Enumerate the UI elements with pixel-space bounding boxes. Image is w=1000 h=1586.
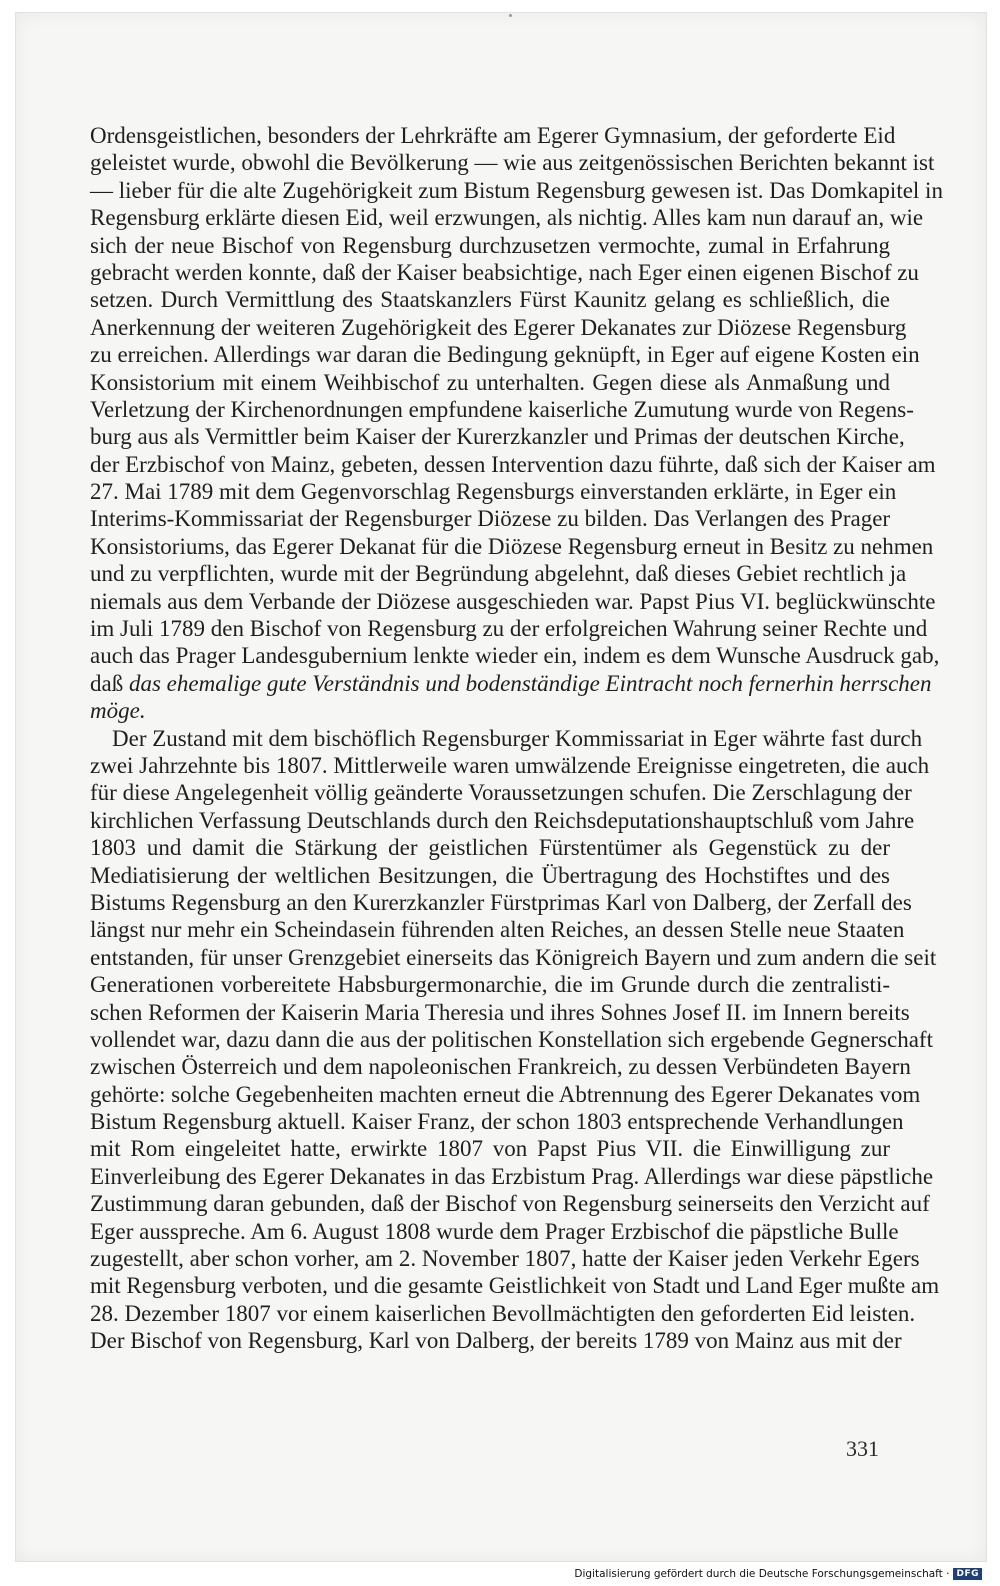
text-line: Interims-Kommissariat der Regensburger Diözese zu bilden. Das Verlangen des Prager (90, 506, 891, 532)
text-line: Der Zustand mit dem bischöflich Regensburger Kommissariat in Eger währte fast durch (112, 725, 923, 751)
text-span: daß (90, 670, 129, 696)
text-line: zugestellt, aber schon vorher, am 2. November 1807, hatte der Kaiser jeden Verkehr Egers (90, 1246, 920, 1272)
text-line-with-italic-quote (90, 670, 932, 697)
text-line: setzen. Durch Vermittlung des Staatskanzlers Fürst Kaunitz gelang es schließlich, die (90, 287, 890, 313)
text-line: sich der neue Bischof von Regensburg durchzusetzen vermochte, zumal in Erfahrung (90, 232, 890, 258)
text-line: Generationen vorbereitete Habsburgermonarchie, die im Grunde durch die zentralisti- (90, 972, 890, 998)
text-line: Ordensgeistlichen, besonders der Lehrkräfte am Egerer Gymnasium, der geforderte Eid (90, 123, 896, 148)
text-line: Regensburg erklärte diesen Eid, weil erzwungen, als nichtig. Alles kam nun darauf an, wie (90, 205, 924, 231)
page-number: 331 (846, 1436, 879, 1461)
text-line: 1803 und damit die Stärkung der geistlichen Fürstentümer als Gegenstück zu der (90, 835, 890, 861)
text-line: Mediatisierung der weltlichen Besitzungen, die Übertragung des Hochstiftes und des (90, 862, 890, 888)
italic-quote: das ehemalige gute Verständnis und bodenständige Eintracht noch fernerhin herrschen (128, 670, 932, 696)
text-line: geleistet wurde, obwohl die Bevölkerung — wie aus zeitgenössischen Berichten bekannt ist (90, 150, 935, 176)
dfg-logo-icon: DFG (953, 1568, 982, 1580)
text-line: — lieber für die alte Zugehörigkeit zum Bistum Regensburg gewesen ist. Das Domkapitel in (90, 177, 943, 203)
text-line: Eger ausspreche. Am 6. August 1808 wurde dem Prager Erzbischof die päpstliche Bulle (90, 1218, 899, 1244)
text-line: Konsistoriums, das Egerer Dekanat für die Diözese Regensburg erneut in Besitz zu nehmen (90, 533, 934, 559)
text-line: Konsistorium mit einem Weihbischof zu unterhalten. Gegen diese als Anmaßung und (90, 369, 890, 395)
text-line: Anerkennung der weiteren Zugehörigkeit des Egerer Dekanates zur Diözese Regensburg (90, 314, 907, 340)
text-line: mit Rom eingeleitet hatte, erwirkte 1807 von Papst Pius VII. die Einwilligung zur (90, 1136, 890, 1162)
text-line: schen Reformen der Kaiserin Maria Theresia und ihres Sohnes Josef II. im Innern bereits (90, 999, 910, 1025)
scan-speck (509, 14, 512, 17)
text-line: vollendet war, dazu dann die aus der politischen Konstellation sich ergebende Gegnerschaft (90, 1026, 933, 1052)
text-line: und zu verpflichten, wurde mit der Begründung abgelehnt, daß dieses Gebiet rechtlich ja (90, 561, 907, 587)
text-line: mit Regensburg verboten, und die gesamte Geistlichkeit von Stadt und Land Eger mußte am (90, 1273, 940, 1299)
body-text (90, 122, 943, 1355)
footer-credit: Digitalisierung gefördert durch die Deutsche Forschungsgemeinschaft · (574, 1568, 950, 1580)
text-line: auch das Prager Landesgubernium lenkte wieder ein, indem es dem Wunsche Ausdruck gab, (90, 643, 940, 669)
text-line: zwei Jahrzehnte bis 1807. Mittlerweile waren umwälzende Ereignisse eingetreten, die auch (90, 752, 930, 778)
text-line: Bistums Regensburg an den Kurerzkanzler Fürstprimas Karl von Dalberg, der Zerfall des (90, 889, 912, 915)
text-line: entstanden, für unser Grenzgebiet einerseits das Königreich Bayern und zum andern die seit (90, 944, 937, 970)
text-line: burg aus als Vermittler beim Kaiser der Kurerzkanzler und Primas der deutschen Kirche, (90, 424, 905, 450)
text-line: Der Bischof von Regensburg, Karl von Dalberg, der bereits 1789 von Mainz aus mit der (90, 1328, 902, 1354)
text-line: für diese Angelegenheit völlig geänderte Voraussetzungen schufen. Die Zerschlagung der (90, 780, 912, 806)
text-line: niemals aus dem Verbande der Diözese ausgeschieden war. Papst Pius VI. beglückwünschte (90, 588, 936, 614)
text-line: gehörte: solche Gegebenheiten machten erneut die Abtrennung des Egerer Dekanates vom (90, 1081, 921, 1107)
digitization-footer (574, 1566, 982, 1582)
text-line: der Erzbischof von Mainz, gebeten, dessen Intervention dazu führte, daß sich der Kaiser am (90, 451, 936, 477)
text-line: kirchlichen Verfassung Deutschlands durch den Reichsdeputationshauptschluß vom Jahre (90, 807, 915, 833)
text-line: Zustimmung daran gebunden, daß der Bischof von Regensburg seinerseits den Verzicht auf (90, 1191, 930, 1217)
text-line: 27. Mai 1789 mit dem Gegenvorschlag Regensburgs einverstanden erklärte, in Eger ein (90, 479, 897, 505)
text-line: zu erreichen. Allerdings war daran die Bedingung geknüpft, in Eger auf eigene Kosten ein (90, 342, 920, 368)
text-line: zwischen Österreich und dem napoleonischen Frankreich, zu dessen Verbündeten Bayern (90, 1054, 911, 1080)
text-line: Bistum Regensburg aktuell. Kaiser Franz, der schon 1803 entsprechende Verhandlungen (90, 1109, 904, 1135)
text-line: Einverleibung des Egerer Dekanates in das Erzbistum Prag. Allerdings war diese päpstliche (90, 1163, 934, 1189)
text-line: längst nur mehr ein Scheindasein führenden alten Reiches, an dessen Stelle neue Staaten (90, 917, 905, 943)
text-line: Verletzung der Kirchenordnungen empfundene kaiserliche Zumutung wurde von Regens- (90, 396, 914, 422)
text-line: gebracht werden konnte, daß der Kaiser beabsichtige, nach Eger einen eigenen Bischof zu (90, 259, 919, 285)
text-line: im Juli 1789 den Bischof von Regensburg zu der erfolgreichen Wahrung seiner Rechte und (90, 616, 928, 642)
text-line: 28. Dezember 1807 vor einem kaiserlichen Bevollmächtigten den geforderten Eid leisten. (90, 1300, 916, 1326)
italic-quote-end: möge. (90, 698, 146, 724)
text-line (90, 697, 890, 724)
